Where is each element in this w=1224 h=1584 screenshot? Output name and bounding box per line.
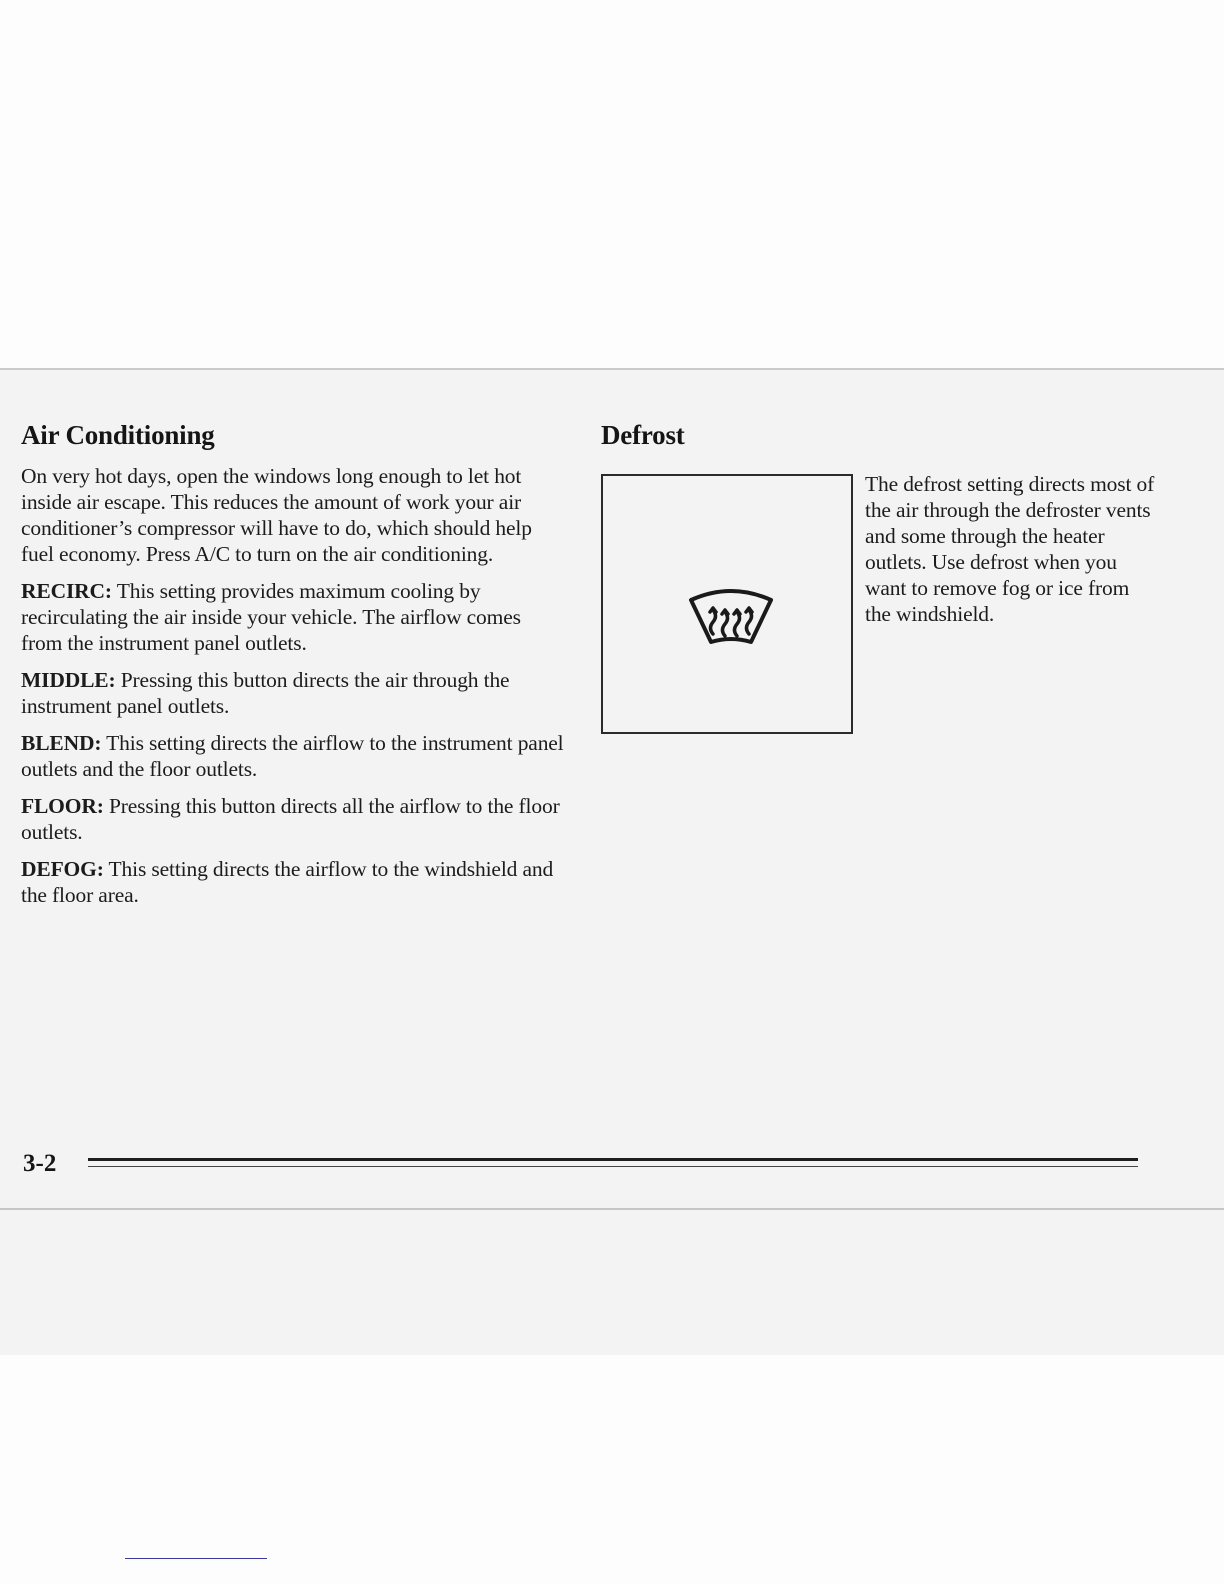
setting-blend	[21, 730, 566, 782]
setting-term: FLOOR:	[21, 794, 104, 818]
setting-term: MIDDLE:	[21, 668, 116, 692]
setting-description: Pressing this button directs all the airflow to the floor outlets.	[21, 794, 560, 844]
footer-rule	[88, 1158, 1138, 1161]
air-conditioning-section	[21, 420, 566, 919]
setting-floor	[21, 793, 566, 845]
link-underline	[125, 1558, 267, 1559]
defrost-heading: Defrost	[601, 420, 685, 450]
setting-term: RECIRC:	[21, 579, 112, 603]
air-conditioning-intro: On very hot days, open the windows long enough to let hot inside air escape. This reduces the amount of work your air conditioner’s compressor will have to do, which should help fuel economy. Press A/C to turn on the air conditioning.	[21, 464, 532, 566]
setting-middle	[21, 667, 566, 719]
sheet-bottom-edge	[0, 1208, 1224, 1210]
setting-term: DEFOG:	[21, 857, 104, 881]
setting-recirc	[21, 578, 566, 656]
setting-defog	[21, 856, 566, 908]
setting-description: This setting directs the airflow to the instrument panel outlets and the floor outlets.	[21, 731, 564, 781]
setting-description: This setting provides maximum cooling by recirculating the air inside your vehicle. The airflow comes from the instrument panel outlets.	[21, 579, 521, 655]
setting-description: Pressing this button directs the air through the instrument panel outlets.	[21, 668, 510, 718]
page-number: 3-2	[23, 1150, 57, 1177]
defrost-icon-frame	[601, 474, 853, 734]
defrost-description: The defrost setting directs most of the air through the defroster vents and some through the heater outlets. Use defrost when you want to remove fog or ice from the windshield.	[865, 472, 1155, 626]
air-conditioning-heading: Air Conditioning	[21, 420, 215, 450]
setting-description: This setting directs the airflow to the windshield and the floor area.	[21, 857, 554, 907]
setting-term: BLEND:	[21, 731, 102, 755]
windshield-defrost-icon	[685, 586, 777, 648]
footer-rule-thin	[88, 1166, 1138, 1167]
